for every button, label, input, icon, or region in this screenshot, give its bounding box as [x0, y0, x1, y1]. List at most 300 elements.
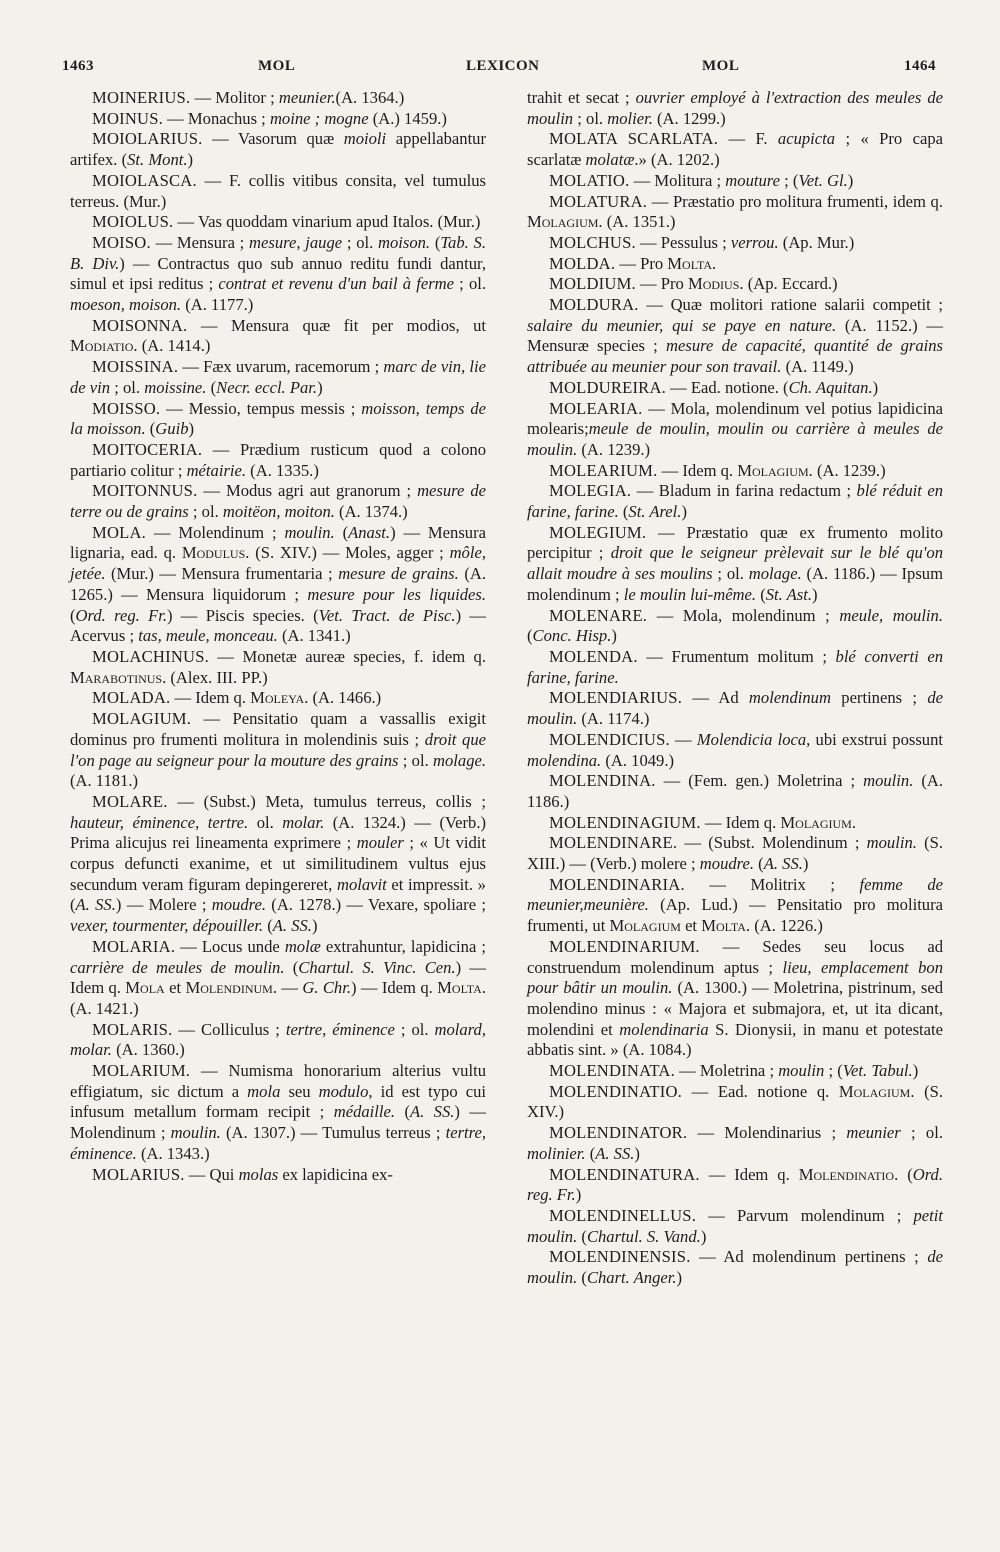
entry-text: (A. 1300.) — Moletrina, pistrinum, sed molendino minus : « Majora et submajora, et, ut ita dicant, molendini et: [527, 978, 944, 1039]
entry-text: (Ap. Mur.): [778, 232, 855, 252]
entry-text: (Mur.) — Mensura frumentaria ;: [105, 564, 339, 584]
entry-text: . (S. XIV.): [527, 1081, 943, 1122]
gloss-text: Anast.: [348, 522, 391, 542]
entry-text: (: [577, 1226, 587, 1246]
entry-text: (Ap. Lud.) — Pensitatio pro molitura frumenti, ut: [527, 895, 943, 936]
headword: MOLADA.: [92, 688, 171, 708]
entry-text: (: [756, 584, 766, 604]
dictionary-entry: [70, 792, 486, 937]
entry-text: (A. 1177.): [181, 295, 254, 315]
gloss-text: de moulin.: [527, 688, 943, 729]
entry-text: — Mensura quæ fit per modios, ut: [187, 315, 486, 335]
running-head-right: MOL: [702, 58, 740, 74]
gloss-text: mesure de grains.: [338, 564, 459, 584]
entry-text: (: [334, 522, 349, 542]
gloss-text: Chartul. S. Vand.: [586, 1226, 701, 1246]
entry-text: Mola: [125, 978, 165, 998]
entry-text: — Ad molendinum pertinens ;: [690, 1247, 928, 1267]
entry-text: (A. 1239.): [577, 439, 651, 459]
headword: MOLDUREIRA.: [549, 377, 666, 397]
entry-text: (A. 1049.): [601, 750, 675, 770]
headword: MOLATIO.: [549, 170, 630, 190]
gloss-text: mesure de terre ou de grains: [70, 481, 486, 522]
entry-text: Modius: [687, 274, 740, 294]
entry-text: — Pro: [615, 253, 668, 273]
entry-text: .» (A. 1202.): [634, 150, 720, 170]
entry-text: — Molitrix ;: [684, 874, 860, 894]
gloss-text: moulin.: [170, 1123, 221, 1143]
gloss-text: femme de meunier,meunière.: [527, 874, 943, 915]
headword: MOLENDINELLUS.: [549, 1205, 697, 1225]
entry-text: — Locus unde: [175, 936, 285, 956]
entry-text: (A. 1152.) — Mensuræ species ;: [527, 315, 943, 356]
entry-text: — Idem q.: [699, 1164, 799, 1184]
gloss-text: meunier: [846, 1123, 901, 1143]
dictionary-entry: [527, 233, 943, 254]
dictionary-entry: [70, 937, 486, 1020]
gloss-text: meule, moulin.: [839, 605, 943, 625]
entry-text: ): [802, 854, 809, 874]
dictionary-entry: [70, 523, 486, 647]
dictionary-entry: [527, 192, 943, 233]
dictionary-entry: [527, 129, 943, 170]
dictionary-entry: [527, 88, 943, 129]
entry-text: ): [676, 1268, 683, 1288]
entry-text: — Ead. notione q.: [682, 1081, 839, 1101]
entry-text: — Molitura ;: [629, 170, 726, 190]
dictionary-entry: [527, 1206, 943, 1247]
dictionary-entry: [527, 171, 943, 192]
gloss-text: modulo: [318, 1081, 369, 1101]
gloss-text: moulin.: [284, 522, 335, 542]
entry-text: — Pessulus ;: [635, 232, 731, 252]
headword: MOINERIUS.: [92, 88, 191, 107]
entry-text: — Vas quoddam vinarium apud Italos. (Mur.): [173, 212, 481, 232]
headword: MOLACHINUS.: [92, 646, 209, 666]
gloss-text: moulin: [778, 1061, 825, 1081]
dictionary-entry: [70, 109, 486, 130]
gloss-text: Vet. Gl.: [798, 170, 848, 190]
entry-text: (: [284, 957, 299, 977]
gloss-text: Necr. eccl. Par.: [216, 377, 318, 397]
entry-text: — F. collis vitibus consita, vel tumulus terreus. (Mur.): [70, 170, 486, 211]
entry-text: ; ol.: [394, 1019, 435, 1039]
gloss-text: médaille.: [333, 1102, 396, 1122]
headword: MOLENARE.: [549, 605, 648, 625]
headword: MOLENDINARIA.: [549, 874, 685, 894]
headword: MOLENDIARIUS.: [549, 688, 683, 708]
entry-text: — Idem q.: [700, 812, 781, 832]
dictionary-entry: [527, 1123, 943, 1164]
entry-text: — Fæx uvarum, racemorum ;: [178, 357, 384, 377]
entry-text: ): [847, 170, 854, 190]
headword: MOLARE.: [92, 791, 168, 811]
entry-text: — Molitor ;: [190, 88, 279, 107]
gloss-text: Chart. Anger.: [586, 1268, 677, 1288]
headword: MOLEGIA.: [549, 481, 632, 501]
dictionary-entry: [527, 254, 943, 275]
gloss-text: blé converti en farine, farine.: [527, 646, 943, 687]
entry-text: ; ol.: [398, 750, 433, 770]
entry-text: ): [634, 1143, 640, 1163]
entry-text: Molta: [667, 253, 712, 273]
entry-text: — Modus agri aut granorum ;: [197, 481, 418, 501]
gloss-text: blé réduit en farine, farine.: [527, 481, 943, 522]
entry-text: — (Subst.) Meta, tumulus terreus, collis ;: [167, 791, 486, 811]
entry-text: (A. 1174.): [577, 709, 650, 729]
gloss-text: moudre.: [699, 854, 755, 874]
gloss-text: moissine.: [144, 377, 207, 397]
entry-text: trahit et secat ;: [527, 88, 636, 107]
gloss-text: moioli: [343, 129, 387, 149]
headword: MOISSINA.: [92, 357, 179, 377]
dictionary-entry: [527, 730, 943, 771]
gloss-text: mesure, jauge: [249, 232, 343, 252]
entry-text: — Monachus ;: [163, 108, 270, 128]
gloss-text: meule de moulin, moulin ou carrière à meules de moulin.: [527, 419, 943, 459]
dictionary-entry: [70, 129, 486, 170]
gloss-text: G. Chr.: [302, 978, 351, 998]
headword: MOLARIUS.: [92, 1164, 185, 1184]
gloss-text: moine ; mogne: [269, 108, 369, 128]
gloss-text: molinier.: [527, 1143, 586, 1163]
gloss-text: lieu, emplacement bon pour bâtir un moulin.: [527, 957, 943, 998]
gloss-text: molier.: [607, 108, 653, 128]
dictionary-entry: [527, 378, 943, 399]
entry-text: — Ad: [682, 688, 749, 708]
entry-text: (A. 1186.) — Ipsum molendinum ;: [527, 564, 944, 604]
gloss-text: Tab. S. B. Div.: [70, 232, 486, 273]
entry-text: — Præstatio quæ ex frumento molito percipitur ;: [527, 522, 943, 563]
entry-text: (: [585, 1143, 596, 1163]
headword: MOLDA.: [549, 253, 616, 273]
gloss-text: mesure de capacité, quantité de grains attribuée au meunier pour son travail.: [527, 336, 943, 377]
dictionary-entry: [70, 481, 486, 522]
dictionary-entry: [70, 233, 486, 316]
headword: MOLATURA.: [549, 191, 648, 211]
entry-text: — Ead. notione. (: [665, 377, 789, 397]
headword: MOLENDINATA.: [549, 1061, 675, 1081]
dictionary-entry: [70, 1165, 486, 1186]
entry-text: (: [430, 232, 441, 252]
entry-text: et: [164, 978, 186, 998]
dictionary-entry: [527, 1165, 943, 1206]
entry-text: ol.: [248, 812, 283, 832]
gloss-text: môle, jetée.: [70, 543, 486, 584]
entry-text: — Parvum molendinum ;: [696, 1205, 914, 1225]
entry-text: ) — Piscis species. (: [166, 605, 319, 625]
entry-text: ): [575, 1185, 582, 1205]
gloss-text: molard, molar.: [70, 1019, 486, 1060]
gloss-text: A. SS.: [763, 854, 803, 874]
entry-text: — Bladum in farina redactum ;: [631, 481, 857, 501]
dictionary-entry: [527, 813, 943, 834]
gloss-text: St. Ast.: [765, 584, 813, 604]
dictionary-entry: [527, 295, 943, 378]
gloss-text: tas, meule, monceau.: [138, 626, 278, 646]
dictionary-entry: [70, 440, 486, 481]
entry-text: ; « Ut vidit corpus defuncti exanime, et ut similitudinem vultus ejus secundum veram figuram depingereret,: [70, 833, 486, 894]
entry-text: ; ol.: [712, 564, 749, 584]
dictionary-entry: [70, 357, 486, 398]
entry-text: ): [187, 150, 194, 170]
dictionary-entry: [527, 523, 943, 606]
dictionary-entry: [70, 709, 486, 792]
dictionary-entry: [70, 688, 486, 709]
headword: MOLARIUM.: [92, 1061, 191, 1081]
gloss-text: A. SS.: [75, 895, 116, 915]
entry-text: ): [611, 626, 617, 646]
headword: MOLARIA.: [92, 936, 176, 956]
entry-text: — Præstatio pro molitura frumenti, idem q.: [647, 191, 943, 211]
gloss-text: ouvrier employé à l'extraction des meules de moulin: [527, 88, 943, 128]
entry-text: (A. 1341.): [277, 626, 351, 646]
entry-text: appellabantur artifex. (: [70, 129, 486, 170]
gloss-text: molendina.: [527, 750, 602, 770]
entry-text: — Messio, tempus messis ;: [160, 398, 362, 418]
entry-text: — Prædium rusticum quod a colono partiario colitur ;: [70, 439, 486, 480]
dictionary-entry: [70, 171, 486, 212]
entry-text: ): [311, 916, 318, 936]
entry-text: (A. 1299.): [652, 108, 726, 128]
entry-text: — (Fem. gen.) Moletrina ;: [655, 771, 864, 791]
gloss-text: droit que l'on page au seigneur pour la mouture des grains: [70, 729, 487, 770]
entry-text: ; (: [824, 1061, 843, 1081]
entry-text: pertinens ;: [830, 688, 928, 708]
entry-text: (A. 1265.) — Mensura liquidorum ;: [70, 564, 486, 604]
gloss-text: St. Mont.: [127, 150, 188, 170]
entry-text: ; ol.: [573, 108, 608, 128]
entry-text: ; ol.: [188, 502, 223, 522]
headword: MOLARIS.: [92, 1019, 173, 1039]
dictionary-entry: [527, 937, 943, 1061]
entry-text: . (Alex. III. PP.): [162, 667, 268, 687]
entry-text: ; ol.: [110, 377, 145, 397]
entry-text: ) — Contractus quo sub annuo reditu fundi dantur, simul et ipsi reditus ;: [70, 253, 486, 294]
entry-text: ): [681, 502, 687, 522]
dictionary-entry: [70, 647, 486, 688]
entry-text: S. Dionysii, in manu et potestate abbatis sint. » (A. 1084.): [527, 1019, 943, 1060]
gloss-text: Ord. reg. Fr.: [75, 605, 167, 625]
headword: MOLEARIUM.: [549, 460, 658, 480]
entry-text: — F.: [718, 129, 778, 149]
dictionary-entry: [70, 1020, 486, 1061]
page-number-left: 1463: [62, 58, 94, 74]
headword: MOLENDINARE.: [549, 833, 678, 853]
gloss-text: molatæ: [585, 150, 635, 170]
gloss-text: A. SS.: [595, 1143, 635, 1163]
dictionary-entry: [527, 688, 943, 729]
entry-text: (A. 1360.): [111, 1040, 185, 1060]
entry-text: (A. 1324.) — (Verb.) Prima alicujus rei lineamenta exprimere ;: [70, 812, 486, 853]
dictionary-entry: [527, 274, 943, 295]
entry-text: . (A. 1466.): [304, 688, 382, 708]
dictionary-entry: [527, 1082, 943, 1123]
entry-text: ) — Molere ;: [115, 895, 212, 915]
headword: MOLEGIUM.: [549, 522, 647, 542]
gloss-text: tertre, éminence: [285, 1019, 395, 1039]
entry-text: Molagium: [780, 812, 852, 832]
entry-text: ) — Idem q.: [70, 957, 486, 998]
entry-text: ; ol.: [900, 1123, 943, 1143]
gloss-text: A. SS.: [409, 1102, 455, 1122]
headword: MOLENDINATOR.: [549, 1123, 688, 1143]
headword: MOLENDINENSIS.: [549, 1247, 691, 1267]
entry-text: (: [754, 854, 764, 874]
entry-text: Moleya: [250, 688, 305, 708]
dictionary-entry: [527, 875, 943, 937]
dictionary-entry: [70, 399, 486, 440]
entry-text: (A. 1149.): [781, 357, 854, 377]
entry-text: ; (: [780, 170, 799, 190]
entry-text: — Idem q.: [657, 460, 738, 480]
entry-text: (: [206, 377, 217, 397]
entry-text: — Qui: [184, 1164, 239, 1184]
running-title: LEXICON: [466, 58, 540, 74]
entry-text: ; ol.: [454, 274, 486, 294]
entry-text: (A. 1307.) — Tumulus terreus ;: [220, 1123, 446, 1143]
entry-text: — Pro: [635, 274, 688, 294]
running-head-left: MOL: [258, 58, 296, 74]
gloss-text: Guib: [155, 419, 189, 439]
entry-text: — Colliculus ;: [172, 1019, 286, 1039]
entry-text: ; ol.: [342, 232, 378, 252]
entry-text: — Frumentum molitum ;: [637, 646, 836, 666]
entry-text: (A. 1278.) — Vexare, spoliare ;: [265, 895, 486, 915]
gloss-text: marc de vin, lie de vin: [70, 357, 486, 397]
headword: MOLENDINAGIUM.: [549, 812, 701, 832]
gloss-text: Vet. Tract. de Pisc.: [318, 605, 456, 625]
entry-text: .: [851, 812, 856, 832]
headword: MOLCHUS.: [549, 232, 636, 252]
headword: MOIOLUS.: [92, 212, 174, 232]
entry-text: — Quæ molitori ratione salarii competit ;: [638, 295, 943, 315]
entry-text: ) — Molendinum ;: [70, 1102, 486, 1143]
gloss-text: salaire du meunier, qui se paye en nature.: [527, 315, 837, 335]
entry-text: — Vasorum quæ: [202, 129, 344, 149]
entry-text: Molagium: [838, 1081, 911, 1101]
gloss-text: mesure pour les liquides.: [307, 584, 487, 604]
gloss-text: St. Arel.: [628, 502, 682, 522]
gloss-text: molendinum: [748, 688, 831, 708]
headword: MOLENDINA.: [549, 771, 656, 791]
gloss-text: mola: [247, 1081, 281, 1101]
entry-text: . (A. 1421.): [70, 978, 486, 1018]
gloss-text: meunier.: [278, 88, 336, 107]
headword: MOLA.: [92, 522, 147, 542]
gloss-text: carrière de meules de moulin.: [70, 957, 285, 977]
page-number-right: 1464: [904, 58, 936, 74]
entry-text: (A. 1335.): [246, 460, 319, 480]
gloss-text: A. SS.: [272, 916, 312, 936]
gloss-text: Ch. Aquitan.: [788, 377, 873, 397]
entry-text: Marabotinus: [70, 667, 163, 687]
dictionary-entry: [527, 1247, 943, 1288]
entry-text: . (A. 1239.): [808, 460, 886, 480]
entry-text: , id est typo cui infusum metallum formam recipit ;: [70, 1081, 486, 1122]
entry-text: ; « Pro capa scarlatæ: [527, 129, 943, 170]
gloss-text: molæ: [284, 936, 321, 956]
entry-text: Modiatio: [70, 336, 134, 356]
entry-text: Modulus: [181, 543, 246, 563]
dictionary-entry: [70, 88, 486, 109]
gloss-text: verrou.: [730, 232, 779, 252]
entry-text: et impressit. » (: [70, 874, 486, 915]
headword: MOISONNA.: [92, 315, 188, 335]
dictionary-entry: [527, 647, 943, 688]
entry-text: . (: [894, 1164, 913, 1184]
gloss-text: de moulin.: [527, 1247, 943, 1288]
headword: MOITONNUS.: [92, 481, 198, 501]
gloss-text: contrat et revenu d'un bail à ferme: [218, 274, 455, 294]
headword: MOLENDA.: [549, 646, 638, 666]
entry-text: — Numisma honorarium alterius vultu effigiatum, sic dictum a: [70, 1061, 486, 1101]
entry-text: (A.) 1459.): [368, 108, 447, 128]
gloss-text: Chartul. S. Vinc. Cen.: [298, 957, 456, 977]
dictionary-entry: [70, 1061, 486, 1165]
gloss-text: mouler: [356, 833, 404, 853]
entry-text: — Molendinum ;: [146, 522, 285, 542]
dictionary-entry: [70, 212, 486, 233]
gloss-text: le moulin lui-même.: [623, 584, 757, 604]
headword: MOISO.: [92, 232, 151, 252]
dictionary-entry: [527, 1061, 943, 1082]
entry-text: ): [812, 584, 818, 604]
entry-text: — (Subst. Molendinum ;: [677, 833, 867, 853]
entry-text: (: [70, 605, 76, 625]
entry-text: Molagium: [527, 212, 599, 232]
gloss-text: mouture: [725, 170, 780, 190]
entry-text: extrahuntur, lapidicina ;: [320, 936, 486, 956]
headword: MOINUS.: [92, 108, 164, 128]
entry-text: . (A. 1226.): [745, 916, 823, 936]
entry-text: (A. 1374.): [334, 502, 408, 522]
entry-text: — Idem q.: [170, 688, 251, 708]
entry-text: seu: [280, 1081, 319, 1101]
entry-text: ) — Acervus ;: [70, 605, 486, 646]
entry-text: ): [700, 1226, 707, 1246]
entry-text: . —: [272, 978, 303, 998]
gloss-text: tertre, éminence.: [70, 1123, 487, 1163]
entry-text: ex lapidicina ex-: [278, 1164, 393, 1184]
entry-text: — Mola, molendinum vel potius lapidicina molearis;: [527, 398, 943, 439]
entry-text: ): [912, 1061, 919, 1081]
entry-text: (: [145, 419, 156, 439]
entry-text: et: [680, 916, 702, 936]
gloss-text: vexer, tourmenter, dépouiller.: [70, 916, 264, 936]
headword: MOIOLASCA.: [92, 170, 197, 190]
entry-text: — Monetæ aureæ species, f. idem q.: [208, 646, 486, 666]
gloss-text: acupicta: [777, 129, 836, 149]
entry-text: (A. 1186.): [527, 771, 944, 811]
gloss-text: Molendicia loca,: [696, 729, 811, 749]
dictionary-entry: [527, 399, 943, 461]
gloss-text: moeson, moison.: [70, 295, 182, 315]
headword: MOLATA SCARLATA.: [549, 129, 719, 149]
gloss-text: droit que le seigneur prèlevait sur le blé qu'on allait moudre à ses moulins: [527, 543, 943, 584]
entry-text: (A. 1364.): [335, 88, 405, 107]
entry-text: ) — Mensura lignaria, ead. q.: [70, 522, 486, 563]
entry-text: (: [395, 1102, 410, 1122]
headword: MOLDIUM.: [549, 274, 636, 294]
headword: MOLENDINARIUM.: [549, 936, 700, 956]
dictionary-entry: [527, 833, 943, 874]
entry-text: — Moletrina ;: [674, 1061, 779, 1081]
gloss-text: molas: [238, 1164, 279, 1184]
entry-text: (S. XIII.) — (Verb.) molere ;: [527, 833, 943, 874]
dictionary-entry: [527, 481, 943, 522]
headword: MOIOLARIUS.: [92, 129, 203, 149]
